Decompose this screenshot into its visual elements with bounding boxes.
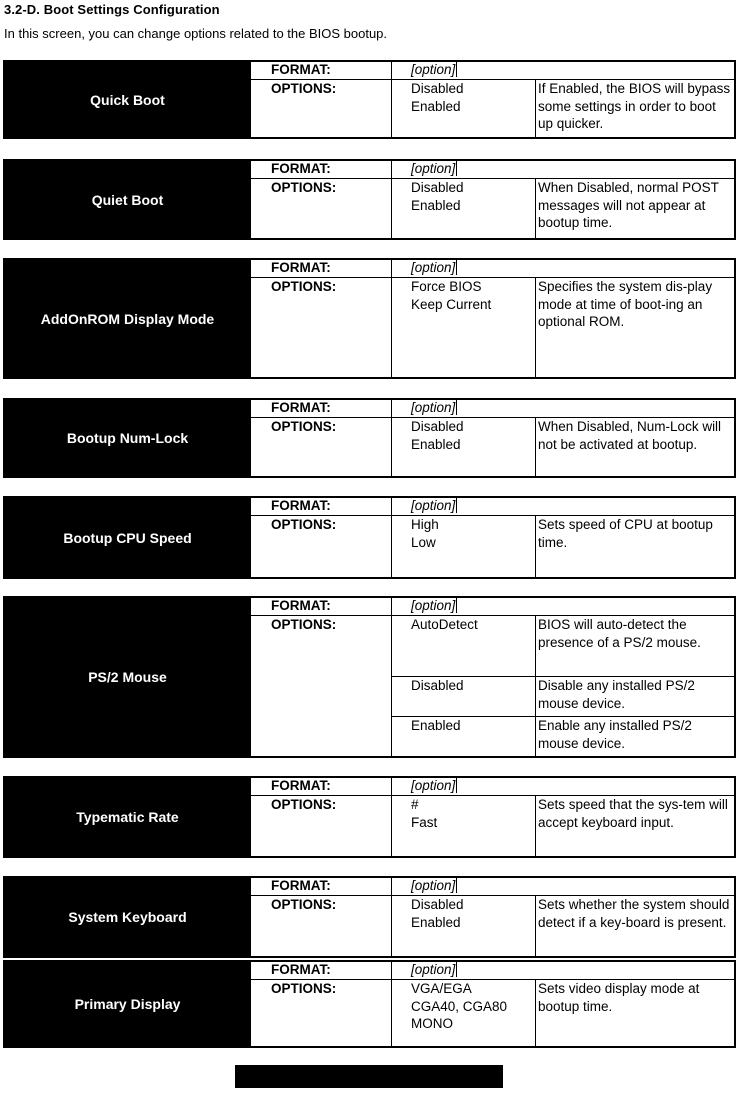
option-value: Disabled <box>411 678 464 694</box>
setting-name: System Keyboard <box>5 878 250 956</box>
options-label: OPTIONS: <box>250 179 391 238</box>
page-title: 3.2-D. Boot Settings Configuration <box>4 2 220 17</box>
option-value: AutoDetect <box>411 617 478 632</box>
option-description: Disable any installed PS/2 mouse device. <box>535 677 734 716</box>
option-values: High Low <box>411 517 439 550</box>
option-description: Sets whether the system should detect if a key-board is present. <box>535 896 734 956</box>
option-description: When Disabled, normal POST messages will not appear at bootup time. <box>535 179 734 238</box>
option-values: Disabled Enabled <box>411 81 464 114</box>
format-label: FORMAT: <box>250 498 391 515</box>
format-value: [option] <box>411 498 456 513</box>
setting-name: AddOnROM Display Mode <box>5 260 250 377</box>
format-value: [option] <box>411 161 456 176</box>
setting-ps2-mouse <box>3 596 736 758</box>
format-label: FORMAT: <box>250 400 391 417</box>
options-label: OPTIONS: <box>250 418 391 476</box>
page-intro: In this screen, you can change options related to the BIOS bootup. <box>4 26 388 41</box>
format-value: [option] <box>411 962 456 977</box>
option-description: Sets speed of CPU at bootup time. <box>535 516 734 577</box>
option-values: Disabled Enabled <box>411 897 464 930</box>
footer-bar <box>235 1065 503 1088</box>
setting-name: Quiet Boot <box>5 161 250 238</box>
setting-name: Quick Boot <box>5 62 250 137</box>
format-value: [option] <box>411 400 456 415</box>
options-label: OPTIONS: <box>250 616 391 756</box>
option-values: Disabled Enabled <box>411 419 464 452</box>
setting-primary-display <box>3 960 736 1048</box>
option-description: Sets video display mode at bootup time. <box>535 980 734 1046</box>
format-label: FORMAT: <box>250 260 391 277</box>
format-label: FORMAT: <box>250 878 391 895</box>
format-value: [option] <box>411 598 456 613</box>
format-value: [option] <box>411 62 456 77</box>
options-label: OPTIONS: <box>250 80 391 137</box>
setting-name: Bootup CPU Speed <box>5 498 250 577</box>
options-label: OPTIONS: <box>250 796 391 856</box>
setting-system-keyboard <box>3 876 736 958</box>
option-value: Enabled <box>411 718 461 734</box>
setting-name: Primary Display <box>5 962 250 1046</box>
setting-name: PS/2 Mouse <box>5 598 250 756</box>
format-label: FORMAT: <box>250 962 391 979</box>
option-values: Disabled Enabled <box>411 180 464 213</box>
format-label: FORMAT: <box>250 161 391 178</box>
format-label: FORMAT: <box>250 598 391 615</box>
option-description: Specifies the system dis-play mode at time of boot-ing an optional ROM. <box>535 278 734 377</box>
option-description: Enable any installed PS/2 mouse device. <box>535 717 734 756</box>
option-description: BIOS will auto-detect the presence of a PS/2 mouse. <box>535 616 734 676</box>
options-label: OPTIONS: <box>250 278 391 377</box>
format-value: [option] <box>411 878 456 893</box>
option-values: Force BIOS Keep Current <box>411 279 492 312</box>
setting-name: Bootup Num-Lock <box>5 400 250 476</box>
options-label: OPTIONS: <box>250 896 391 956</box>
setting-typematic-rate <box>3 776 736 858</box>
format-label: FORMAT: <box>250 62 391 79</box>
option-values: VGA/EGA CGA40, CGA80 MONO <box>411 981 508 1031</box>
option-description: When Disabled, Num-Lock will not be activated at bootup. <box>535 418 734 476</box>
setting-addonrom-display-mode <box>3 258 736 379</box>
setting-bootup-num-lock <box>3 398 736 478</box>
option-description: If Enabled, the BIOS will bypass some settings in order to boot up quicker. <box>535 80 734 137</box>
option-description: Sets speed that the sys-tem will accept keyboard input. <box>535 796 734 856</box>
setting-quiet-boot <box>3 159 736 240</box>
format-value: [option] <box>411 778 456 793</box>
options-label: OPTIONS: <box>250 980 391 1046</box>
setting-quick-boot <box>3 60 736 139</box>
options-label: OPTIONS: <box>250 516 391 577</box>
setting-name: Typematic Rate <box>5 778 250 856</box>
format-label: FORMAT: <box>250 778 391 795</box>
format-value: [option] <box>411 260 456 275</box>
option-values: # Fast <box>411 797 438 830</box>
setting-bootup-cpu-speed <box>3 496 736 579</box>
